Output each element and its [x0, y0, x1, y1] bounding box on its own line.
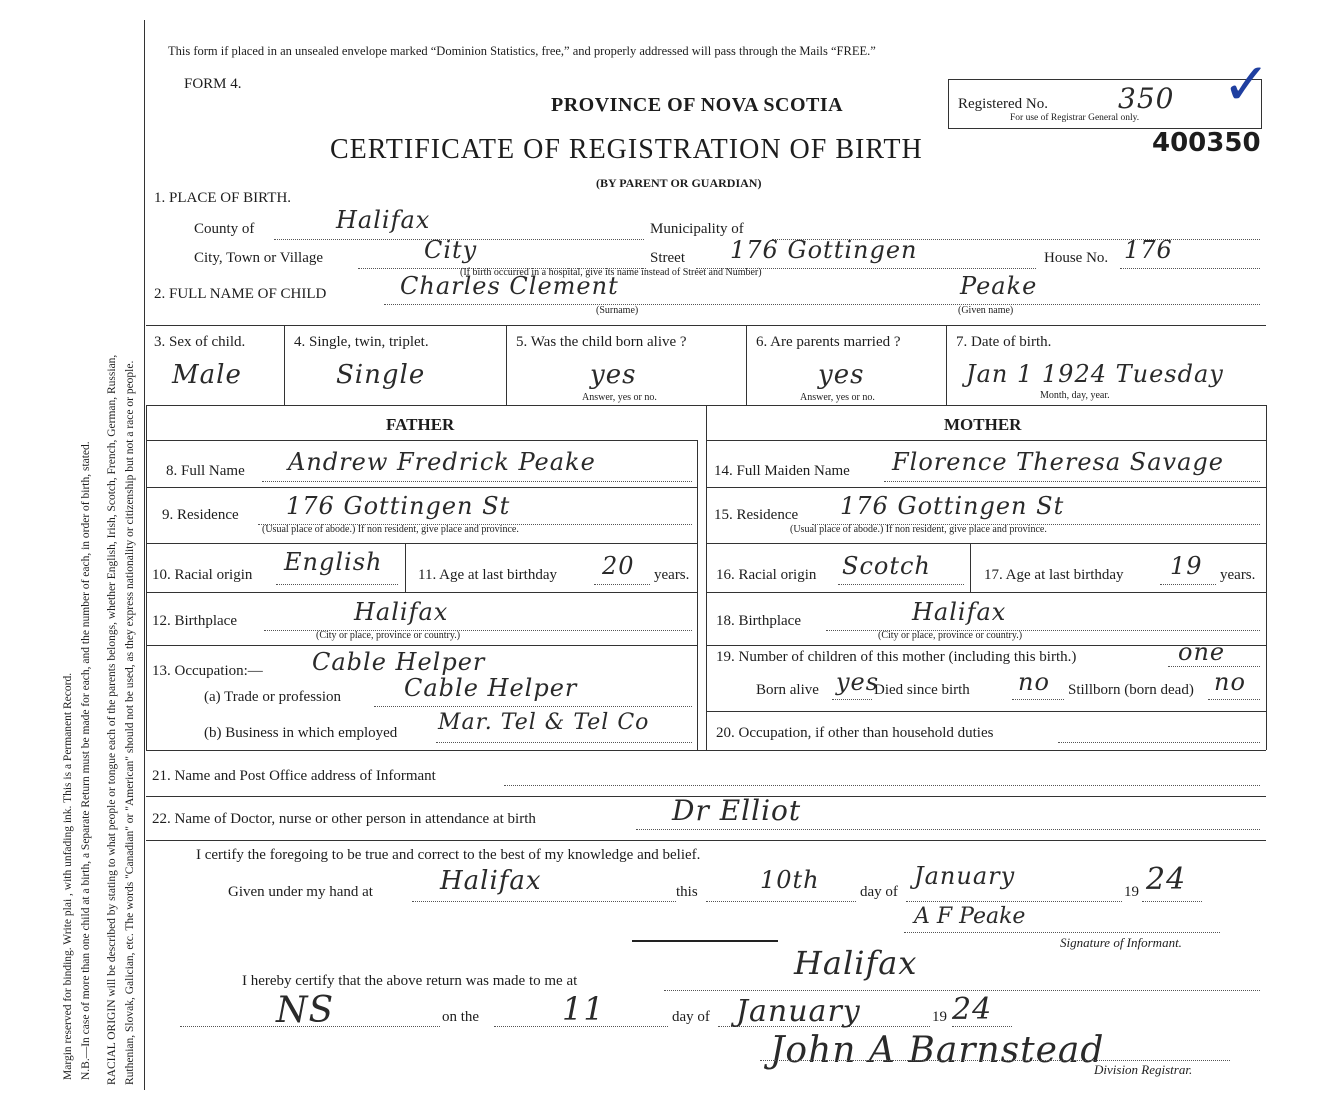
date-of-birth-label: 7. Date of birth. [956, 334, 1052, 350]
mother-children-label: 19. Number of children of this mother (including this birth.) [716, 649, 1077, 665]
mother-residence-caption: (Usual place of abode.) If non resident, give place and province. [790, 524, 1047, 535]
stillborn-value: no [1214, 668, 1246, 696]
margin-note-racial-origin-cont: Ruthenian, Slovak, Galician, etc. The words "Canadian" or "American" should not be used, as they express nationality or citizenship but not a race or people. [124, 360, 136, 1085]
father-name-label: 8. Full Name [166, 463, 245, 479]
stamp-number: 400350 [1152, 128, 1261, 158]
date-of-birth-caption: Month, day, year. [1040, 390, 1110, 401]
father-race-label: 10. Racial origin [152, 567, 253, 583]
mother-residence-label: 15. Residence [714, 507, 799, 523]
informant-label: 21. Name and Post Office address of Informant [152, 768, 436, 784]
mother-race-value: Scotch [842, 552, 931, 580]
died-since-birth-value: no [1018, 668, 1050, 696]
this-label: this [676, 884, 698, 900]
father-trade-label: (a) Trade or profession [204, 689, 342, 705]
given-year-prefix: 19 [1124, 884, 1139, 900]
father-residence-value: 176 Gottingen St [286, 492, 511, 520]
municipality-label: Municipality of [650, 221, 744, 237]
mother-name-value: Florence Theresa Savage [892, 448, 1224, 476]
informant-signature: A F Peake [914, 904, 1026, 929]
margin-note-racial-origin: RACIAL ORIGIN will be described by stating to what people or tongue each of the parents belongs, whether English, Irish, Scotch, French, German, Russian, [106, 354, 118, 1085]
given-name-caption: (Given name) [958, 305, 1014, 316]
sex-label: 3. Sex of child. [154, 334, 246, 350]
mother-birthplace-label: 18. Birthplace [716, 613, 801, 629]
born-alive-value: yes [590, 360, 637, 390]
house-value: 176 [1124, 236, 1173, 264]
given-day-value: 10th [760, 866, 820, 894]
given-year-value: 24 [1146, 862, 1187, 897]
province-heading: PROVINCE OF NOVA SCOTIA [551, 94, 844, 116]
registrar-caption: Division Registrar. [1094, 1062, 1193, 1077]
doctor-label: 22. Name of Doctor, nurse or other person in attendance at birth [152, 811, 536, 827]
father-residence-caption: (Usual place of abode.) If non resident, give place and province. [262, 524, 519, 535]
father-birthplace-label: 12. Birthplace [152, 613, 237, 629]
house-label: House No. [1044, 250, 1109, 266]
born-alive-count-value: yes [836, 668, 880, 696]
mother-age-unit: years. [1220, 567, 1256, 583]
stillborn-label: Stillborn (born dead) [1068, 682, 1194, 698]
father-age-label: 11. Age at last birthday [418, 567, 557, 583]
registrar-place-value: Halifax [794, 944, 918, 982]
father-age-unit: years. [654, 567, 690, 583]
subtitle: (BY PARENT OR GUARDIAN) [596, 176, 762, 190]
street-value: 176 Gottingen [730, 236, 918, 264]
page-title: CERTIFICATE OF REGISTRATION OF BIRTH [330, 134, 923, 165]
father-occupation-label: 13. Occupation:— [152, 663, 263, 679]
father-business-label: (b) Business in which employed [204, 725, 398, 741]
father-occupation-value: Cable Helper [312, 648, 486, 676]
mother-residence-value: 176 Gottingen St [840, 492, 1065, 520]
died-since-birth-label: Died since birth [874, 682, 970, 698]
mother-age-label: 17. Age at last birthday [984, 567, 1124, 583]
father-residence-label: 9. Residence [162, 507, 239, 523]
form-number: FORM 4. [184, 76, 242, 92]
mother-name-label: 14. Full Maiden Name [714, 463, 850, 479]
parents-married-label: 6. Are parents married ? [756, 334, 901, 350]
on-the-label: on the [442, 1009, 480, 1025]
born-alive-caption: Answer, yes or no. [582, 392, 657, 403]
margin-divider [144, 20, 145, 1090]
margin-note-multiple-births: N.B.—In case of more than one child at a birth, a Separate Return must be made for each, and the number of each, in order of birth, stated. [80, 441, 92, 1080]
father-name-value: Andrew Fredrick Peake [288, 448, 596, 476]
born-alive-count-label: Born alive [756, 682, 819, 698]
date-of-birth-value: Jan 1 1924 Tuesday [966, 360, 1224, 388]
county-label: County of [194, 221, 255, 237]
father-age-value: 20 [602, 552, 635, 580]
plurality-value: Single [336, 360, 426, 390]
father-heading: FATHER [386, 415, 455, 434]
section-separator [632, 940, 778, 942]
parents-married-caption: Answer, yes or no. [800, 392, 875, 403]
father-birthplace-caption: (City or place, province or country.) [316, 630, 461, 641]
city-value: City [424, 236, 478, 264]
child-given-name: Charles Clement [400, 272, 619, 300]
check-mark-icon: ✓ [1222, 52, 1271, 117]
registrar-statement: I hereby certify that the above return was made to me at [242, 973, 578, 989]
registrar-day-of-label: day of [672, 1009, 710, 1025]
given-place-value: Halifax [440, 866, 542, 896]
registrar-day-value: 11 [562, 990, 605, 1028]
informant-signature-caption: Signature of Informant. [1060, 935, 1182, 950]
street-label: Street [650, 250, 685, 266]
parents-married-value: yes [818, 360, 865, 390]
father-birthplace-value: Halifax [354, 598, 449, 626]
margin-note-binding: Margin reserved for binding. Write plai , with unfading ink. This is a Permanent Record. [62, 672, 74, 1080]
surname-caption: (Surname) [596, 305, 639, 316]
given-under-hand-label: Given under my hand at [228, 884, 373, 900]
mother-age-value: 19 [1170, 552, 1203, 580]
county-value: Halifax [336, 206, 431, 234]
born-alive-label: 5. Was the child born alive ? [516, 334, 687, 350]
mother-children-value: one [1178, 638, 1226, 666]
father-business-value: Mar. Tel & Tel Co [438, 710, 650, 735]
hospital-note: (If birth occurred in a hospital, give its name instead of Street and Number) [460, 267, 762, 278]
registrar-province-value: NS [276, 990, 335, 1031]
registered-value: 350 [1118, 82, 1175, 115]
child-surname: Peake [960, 272, 1038, 300]
mother-birthplace-value: Halifax [912, 598, 1007, 626]
father-race-value: English [284, 548, 383, 576]
registrar-signature: John A Barnstead [770, 1030, 1105, 1071]
mother-race-label: 16. Racial origin [716, 567, 817, 583]
registrar-year-prefix: 19 [932, 1009, 947, 1025]
certify-statement: I certify the foregoing to be true and correct to the best of my knowledge and belief. [196, 847, 701, 863]
mother-birthplace-caption: (City or place, province or country.) [878, 630, 1023, 641]
registrar-use-note: For use of Registrar General only. [1010, 113, 1140, 123]
sex-value: Male [172, 360, 242, 390]
mother-occupation-label: 20. Occupation, if other than household duties [716, 725, 994, 741]
city-label: City, Town or Village [194, 250, 324, 266]
child-name-label: 2. FULL NAME OF CHILD [154, 286, 327, 302]
mail-notice: This form if placed in an unsealed envelope marked “Dominion Statistics, free,” and properly addressed will pass through the Mails “FREE.” [168, 44, 876, 58]
father-trade-value: Cable Helper [404, 674, 578, 702]
registered-label: Registered No. [958, 96, 1048, 112]
place-of-birth-label: 1. PLACE OF BIRTH. [154, 190, 292, 206]
given-day-of-label: day of [860, 884, 898, 900]
doctor-value: Dr Elliot [672, 794, 802, 827]
registrar-month-value: January [736, 994, 861, 1029]
registrar-year-value: 24 [952, 992, 993, 1027]
given-month-value: January [914, 862, 1016, 890]
plurality-label: 4. Single, twin, triplet. [294, 334, 429, 350]
mother-heading: MOTHER [944, 415, 1022, 434]
